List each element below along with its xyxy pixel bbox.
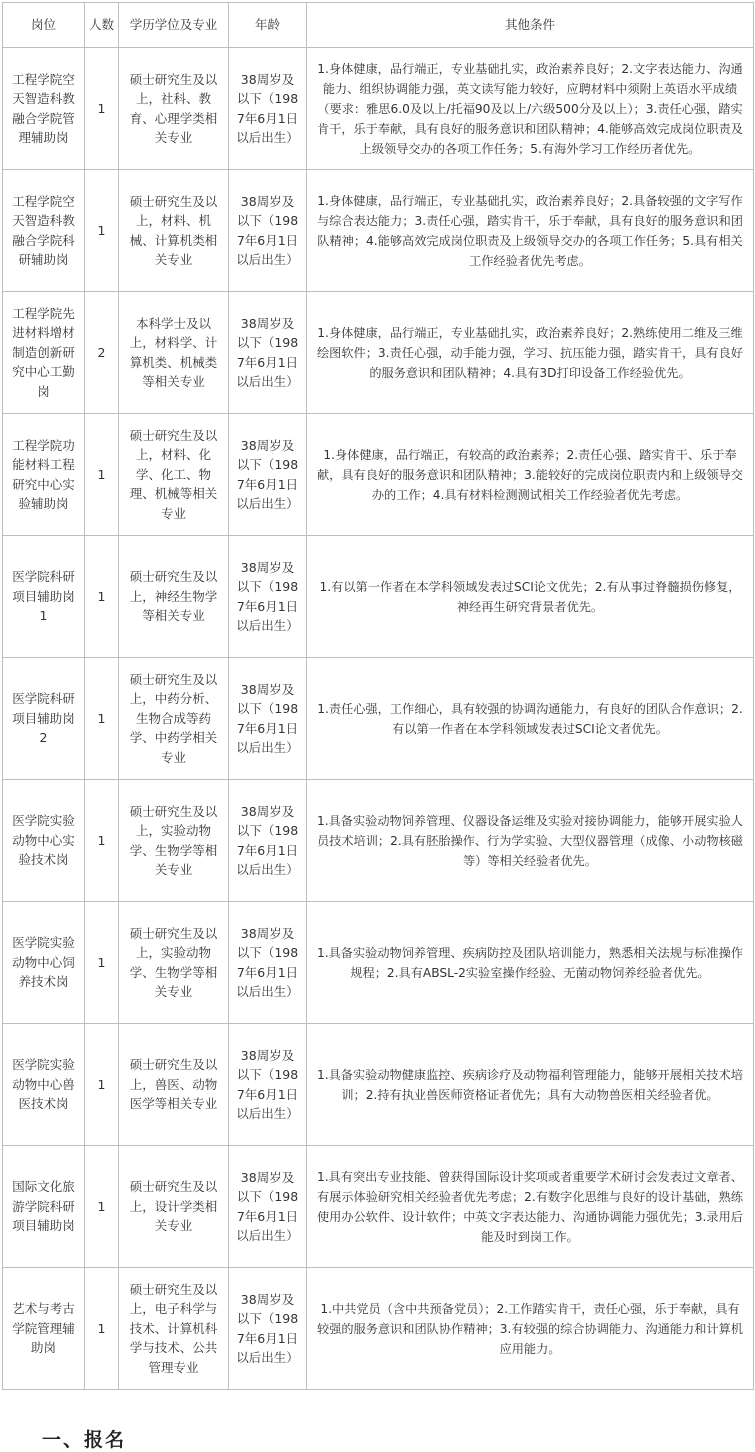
table-row <box>3 1024 754 1146</box>
cell-count: 1 <box>85 170 119 292</box>
cell-other: 1.具备实验动物健康监控、疾病诊疗及动物福利管理能力，能够开展相关技术培训；2.持有执业兽医师资格证者优先；具有大动物兽医相关经验者优。 <box>307 1024 754 1146</box>
cell-other: 1.身体健康，品行端正，专业基础扎实，政治素养良好；2.熟练使用二维及三维绘图软件；3.责任心强，动手能力强，学习、抗压能力强，踏实肯干，具有良好的服务意识和团队精神；4.具有3D打印设备工作经验优先。 <box>307 292 754 414</box>
cell-other: 1.有以第一作者在本学科领域发表过SCI论文优先；2.有从事过脊髓损伤修复，神经再生研究背景者优先。 <box>307 536 754 658</box>
cell-education: 硕士研究生及以上，社科、教育、心理学类相关专业 <box>119 48 229 170</box>
cell-count: 1 <box>85 780 119 902</box>
cell-position: 医学院实验动物中心饲养技术岗 <box>3 902 85 1024</box>
cell-position: 工程学院空天智造科教融合学院科研辅助岗 <box>3 170 85 292</box>
cell-other: 1.具有突出专业技能、曾获得国际设计奖项或者重要学术研讨会发表过文章者、有展示体验研究相关经验者优先考虑；2.有数字化思维与良好的设计基础，熟练使用办公软件、设计软件；中英文字表达能力、沟通协调能力强优先；3.录用后能及时到岗工作。 <box>307 1146 754 1268</box>
header-position: 岗位 <box>3 3 85 48</box>
cell-count: 1 <box>85 536 119 658</box>
cell-age: 38周岁及以下（1987年6月1日以后出生） <box>229 902 307 1024</box>
table-row <box>3 414 754 536</box>
cell-position: 艺术与考古学院管理辅助岗 <box>3 1268 85 1390</box>
cell-position: 工程学院空天智造科教融合学院管理辅助岗 <box>3 48 85 170</box>
cell-education: 硕士研究生及以上，材料、化学、化工、物理、机械等相关专业 <box>119 414 229 536</box>
cell-education: 硕士研究生及以上，实验动物学、生物学等相关专业 <box>119 780 229 902</box>
table-header-row <box>3 3 754 48</box>
cell-count: 1 <box>85 414 119 536</box>
cell-count: 1 <box>85 1268 119 1390</box>
cell-age: 38周岁及以下（1987年6月1日以后出生） <box>229 780 307 902</box>
cell-education: 硕士研究生及以上，神经生物学等相关专业 <box>119 536 229 658</box>
cell-age: 38周岁及以下（1987年6月1日以后出生） <box>229 1268 307 1390</box>
cell-position: 工程学院功能材料工程研究中心实验辅助岗 <box>3 414 85 536</box>
header-age: 年龄 <box>229 3 307 48</box>
header-other: 其他条件 <box>307 3 754 48</box>
cell-other: 1.具备实验动物饲养管理、仪器设备运维及实验对接协调能力，能够开展实验人员技术培训；2.具有胚胎操作、行为学实验、大型仪器管理（成像、小动物核磁等）等相关经验者优先。 <box>307 780 754 902</box>
cell-age: 38周岁及以下（1987年6月1日以后出生） <box>229 414 307 536</box>
cell-other: 1.责任心强，工作细心，具有较强的协调沟通能力，有良好的团队合作意识；2.有以第一作者在本学科领域发表过SCI论文者优先。 <box>307 658 754 780</box>
cell-count: 1 <box>85 1146 119 1268</box>
cell-position: 国际文化旅游学院科研项目辅助岗 <box>3 1146 85 1268</box>
cell-other: 1.身体健康，品行端正，有较高的政治素养；2.责任心强、踏实肯干、乐于奉献，具有良好的服务意识和团队精神；3.能较好的完成岗位职责内和上级领导交办的工作；4.具有材料检测测试相关工作经验者优先考虑。 <box>307 414 754 536</box>
table-row <box>3 1146 754 1268</box>
table-row <box>3 1268 754 1390</box>
cell-age: 38周岁及以下（1987年6月1日以后出生） <box>229 536 307 658</box>
header-education: 学历学位及专业 <box>119 3 229 48</box>
cell-position: 医学院实验动物中心实验技术岗 <box>3 780 85 902</box>
cell-age: 38周岁及以下（1987年6月1日以后出生） <box>229 1146 307 1268</box>
cell-count: 2 <box>85 292 119 414</box>
cell-other: 1.中共党员（含中共预备党员）；2.工作踏实肯干，责任心强，乐于奉献，具有较强的服务意识和团队协作精神；3.有较强的综合协调能力、沟通能力和计算机应用能力。 <box>307 1268 754 1390</box>
table-row <box>3 780 754 902</box>
cell-other: 1.身体健康，品行端正，专业基础扎实，政治素养良好；2.文字表达能力、沟通能力、组织协调能力强，英文读写能力较好，应聘材料中须附上英语水平成绩（要求：雅思6.0及以上/托福90及以上/六级500分及以上）；3.责任心强，踏实肯干，乐于奉献，具有良好的服务意识和团队精神；4.能够高效完成岗位职责及上级领导交办的各项工作任务；5.有海外学习工作经历者优先。 <box>307 48 754 170</box>
cell-education: 硕士研究生及以上，材料、机械、计算机类相关专业 <box>119 170 229 292</box>
cell-education: 硕士研究生及以上，电子科学与技术、计算机科学与技术、公共管理专业 <box>119 1268 229 1390</box>
table-row <box>3 48 754 170</box>
cell-count: 1 <box>85 658 119 780</box>
cell-count: 1 <box>85 48 119 170</box>
table-row <box>3 292 754 414</box>
cell-education: 硕士研究生及以上，中药分析、生物合成等药学、中药学相关专业 <box>119 658 229 780</box>
cell-position: 医学院实验动物中心兽医技术岗 <box>3 1024 85 1146</box>
cell-count: 1 <box>85 1024 119 1146</box>
header-count: 人数 <box>85 3 119 48</box>
cell-age: 38周岁及以下（1987年6月1日以后出生） <box>229 48 307 170</box>
section-heading: 一、报名 <box>42 1429 127 1451</box>
recruitment-table <box>2 2 754 1390</box>
cell-education: 本科学士及以上，材料学、计算机类、机械类等相关专业 <box>119 292 229 414</box>
cell-education: 硕士研究生及以上，实验动物学、生物学等相关专业 <box>119 902 229 1024</box>
cell-age: 38周岁及以下（1987年6月1日以后出生） <box>229 1024 307 1146</box>
cell-position: 医学院科研项目辅助岗2 <box>3 658 85 780</box>
cell-position: 医学院科研项目辅助岗1 <box>3 536 85 658</box>
table-row <box>3 658 754 780</box>
table-row <box>3 536 754 658</box>
cell-education: 硕士研究生及以上，兽医、动物医学等相关专业 <box>119 1024 229 1146</box>
cell-education: 硕士研究生及以上，设计学类相关专业 <box>119 1146 229 1268</box>
cell-age: 38周岁及以下（1987年6月1日以后出生） <box>229 292 307 414</box>
cell-count: 1 <box>85 902 119 1024</box>
cell-age: 38周岁及以下（1987年6月1日以后出生） <box>229 658 307 780</box>
cell-age: 38周岁及以下（1987年6月1日以后出生） <box>229 170 307 292</box>
cell-other: 1.具备实验动物饲养管理、疾病防控及团队培训能力，熟悉相关法规与标准操作规程；2.具有ABSL-2实验室操作经验、无菌动物饲养经验者优先。 <box>307 902 754 1024</box>
cell-position: 工程学院先进材料增材制造创新研究中心工勤岗 <box>3 292 85 414</box>
table-row <box>3 170 754 292</box>
table-row <box>3 902 754 1024</box>
cell-other: 1.身体健康，品行端正，专业基础扎实，政治素养良好；2.具备较强的文字写作与综合表达能力；3.责任心强，踏实肯干，乐于奉献，具有良好的服务意识和团队精神；4.能够高效完成岗位职责及上级领导交办的各项工作任务；5.具有相关工作经验者优先考虑。 <box>307 170 754 292</box>
